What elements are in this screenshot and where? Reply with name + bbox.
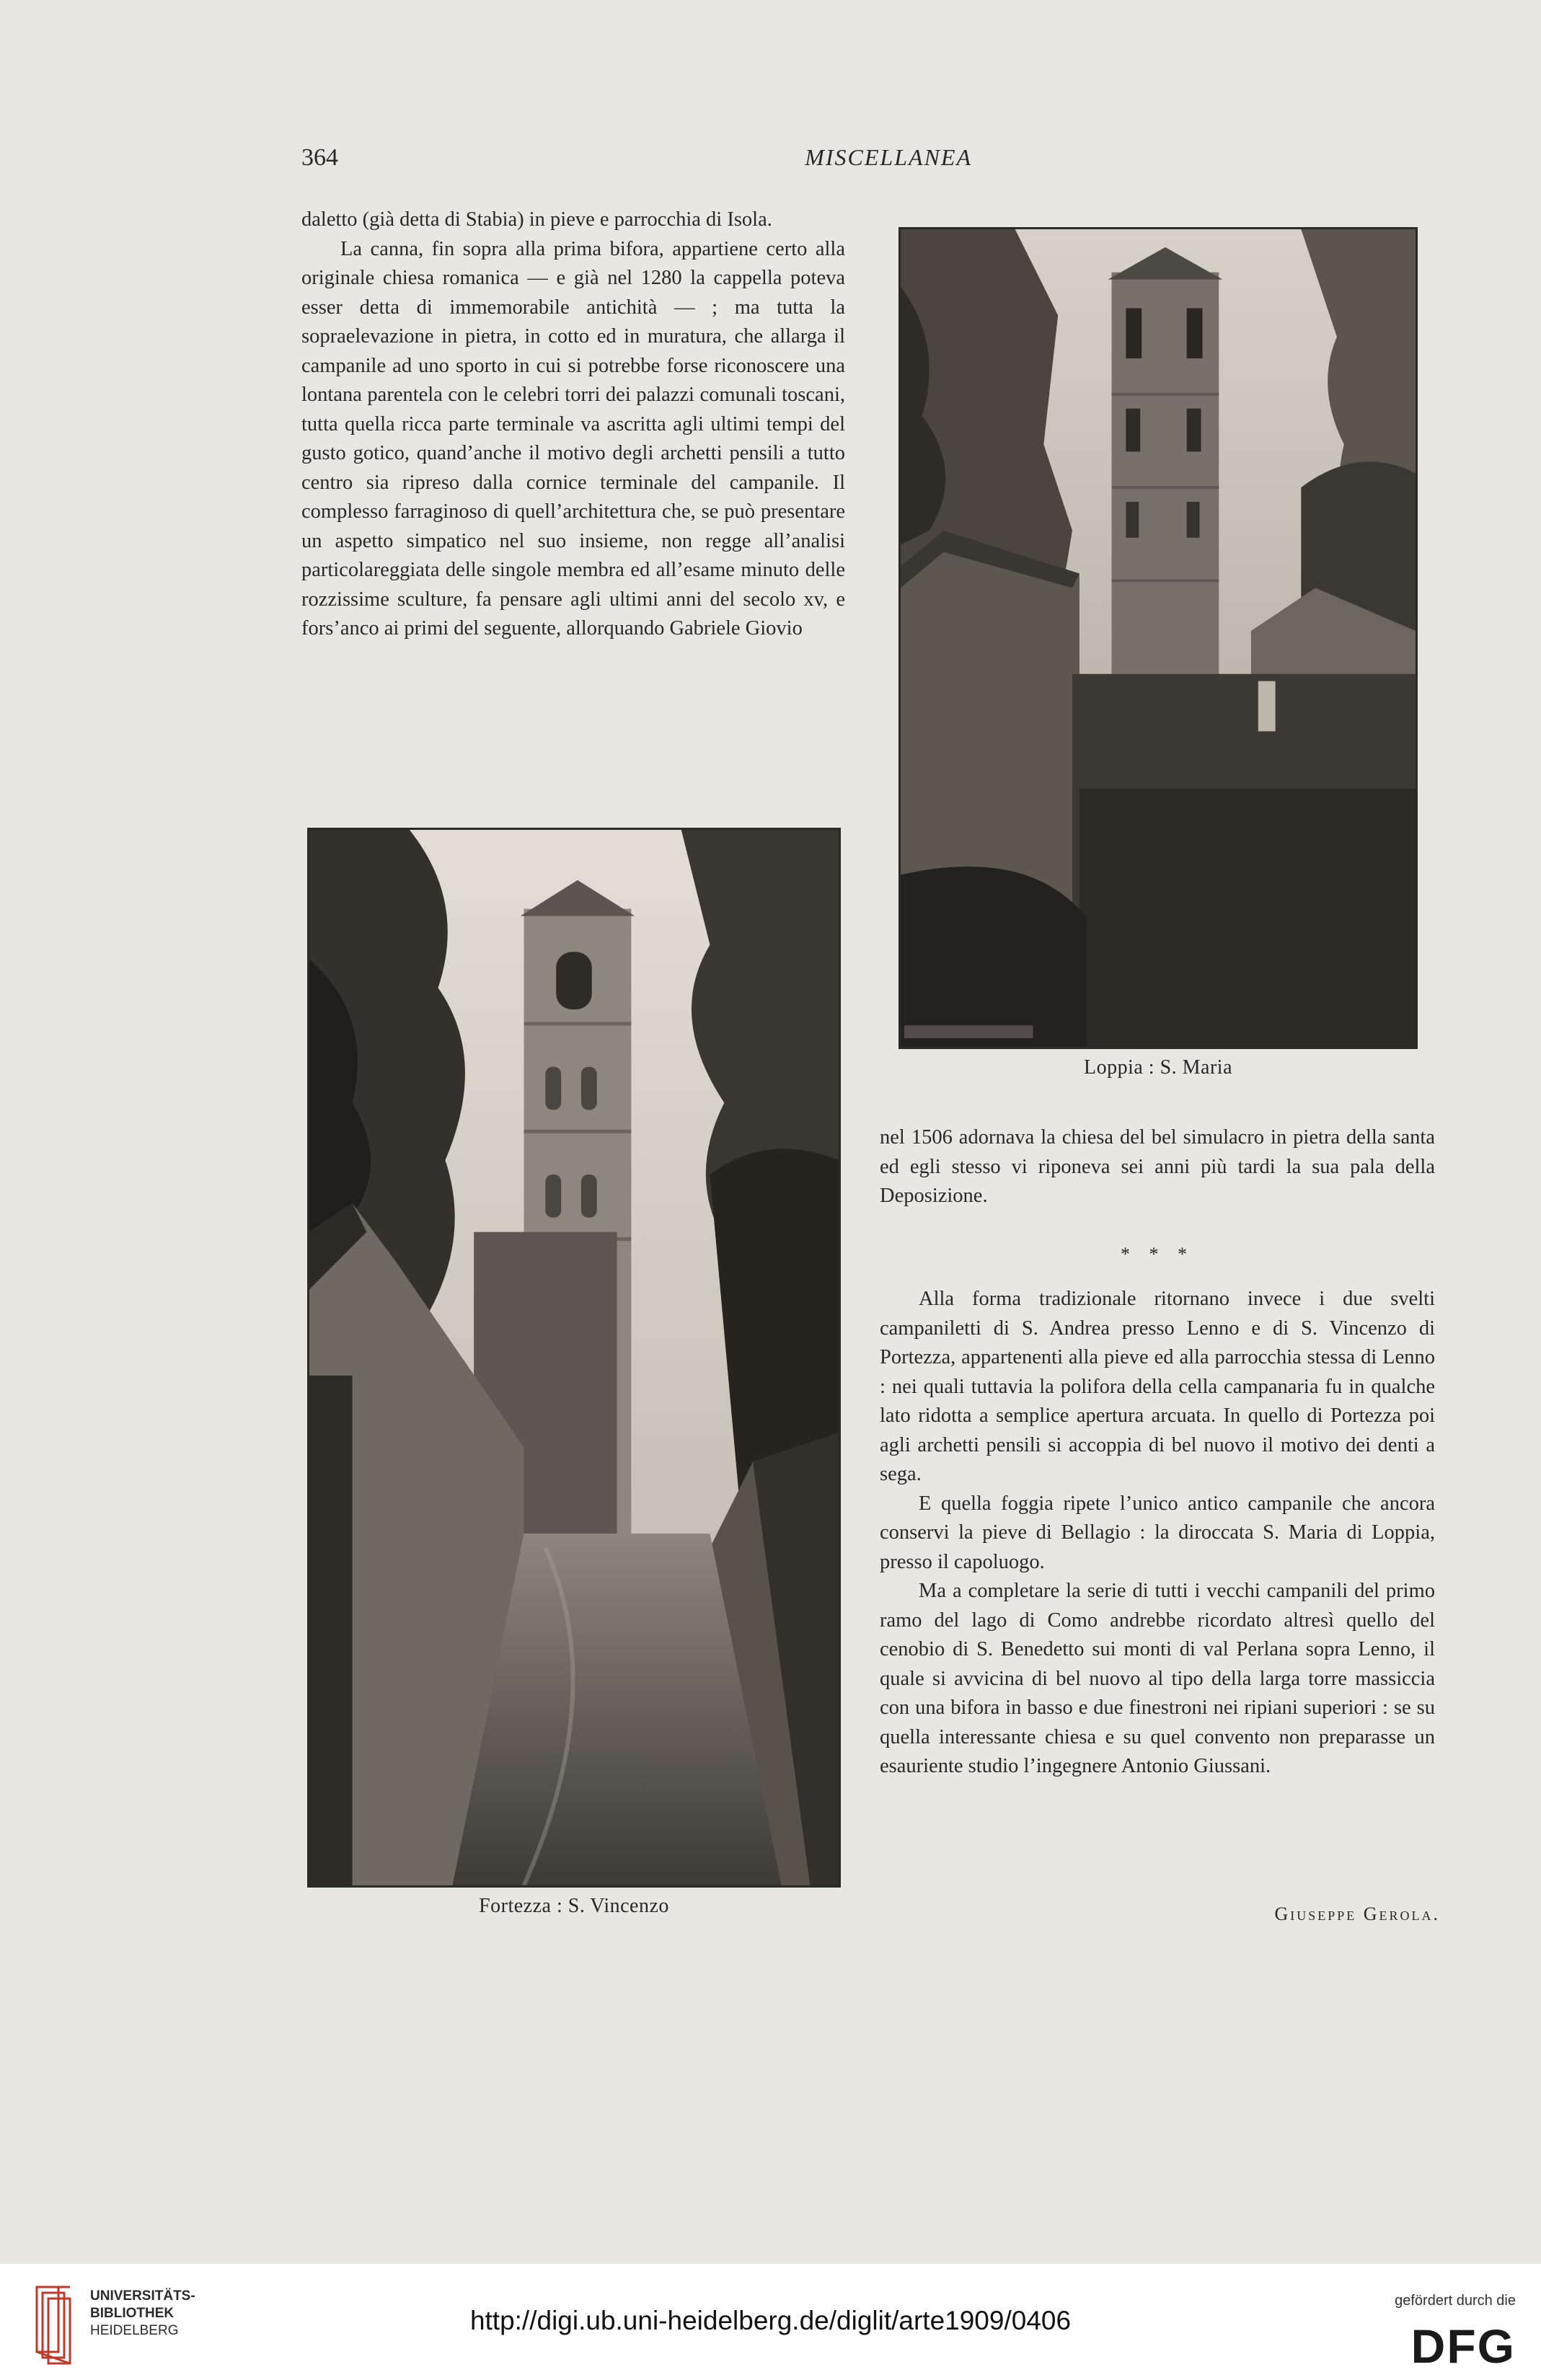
library-name-line: BIBLIOTHEK [90,2306,175,2321]
paragraph: Alla forma tradizionale ritornano invece i due svelti campaniletti di S. Andrea presso Lenno e di S. Vincenzo di Portezza, appartenenti alla pieve ed alla parrocchia stessa di Lenno : nei quali tuttavia la polifora della cella campanaria fu in qualche lato ridotta a semplice apertura arcuata. In quello di Portezza poi agli archetti pensili si accoppia di bel nuovo il motivo dei denti a sega. [880,1288,1435,1485]
right-column-continuation [880,1123,1435,1211]
paragraph: E quella foggia ripete l’unico antico campanile che ancora conservi la pieve di Bellagio : la diroccata S. Maria di Loppia, presso il capoluogo. [880,1492,1435,1573]
bell-tower-photo-illustration [901,229,1416,1047]
page-header [301,144,972,180]
photo-caption-fortezza: Fortezza : S. Vincenzo [479,1895,669,1917]
photo-caption-loppia: Loppia : S. Maria [1083,1056,1233,1079]
page-number: 364 [301,144,338,171]
author-signature: Giuseppe Gerola. [1274,1903,1440,1924]
paragraph: Ma a completare la serie di tutti i vecchi campanili del primo ramo del lago di Como andrebbe ricordato altresì quello del cenobio di S. Benedetto sui monti di val Perlana sopra Lenno, il quale si avvicina di bel nuovo al tipo della larga torre massiccia con una bifora in basso e due finestroni nei ripiani superiori : se su quella interessante chiesa e su quel convento non preparasse un esauriente studio l’ingegnere Antonio Giussani. [880,1580,1435,1777]
paragraph: nel 1506 adornava la chiesa del bel simulacro in pietra della santa ed egli stesso vi riponeva sei anni più tardi la sua pala della Deposizione. [880,1126,1435,1207]
paragraph: daletto (già detta di Stabia) in pieve e parrocchia di Isola. [301,208,772,231]
left-column-text [301,205,845,644]
paragraph: La canna, fin sopra alla prima bifora, appartiene certo alla originale chiesa romanica — e già nel 1280 la cappella poteva esser detta di immemorabile antichità — ; ma tutta la sopraelevazione in pietra, in cotto ed in muratura, che allarga il campanile ad uno sporto in cui si potrebbe forse riconoscere una lontana parentela con le celebri torri dei palazzi comunali toscani, tutta quella ricca parte terminale va ascritta agli ultimi tempi del gusto gotico, quand’anche il motivo degli archetti pensili a tutto centro sia ripreso dalla cornice terminale del campanile. Il complesso farraginoso di quell’architettura che, se può presentare un aspetto simpatico nel suo insieme, non regge all’analisi particolareggiata delle singole membra ed all’esame minuto delle rozzissime sculture, fa pensare agli ultimi anni del secolo xv, e fors’anco ai primi del seguente, allorquando Gabriele Giovio [301,237,845,640]
lane-and-tower-photo-illustration [309,830,839,1885]
running-title: MISCELLANEA [805,144,972,170]
library-name-line: UNIVERSITÄTS- [90,2288,195,2304]
library-name-line: HEIDELBERG [90,2323,179,2338]
funding-label: gefördert durch die [1395,2293,1516,2309]
photo-fortezza-lane [307,828,841,1888]
source-url-link[interactable]: http://digi.ub.uni-heidelberg.de/diglit/arte1909/0406 [469,2306,1072,2335]
photo-loppia-bell-tower [898,227,1418,1049]
right-column-text [880,1285,1435,1782]
section-separator: * * * [1121,1244,1194,1265]
dfg-logo: DFG [1410,2319,1516,2373]
digitization-footer [0,2264,1541,2380]
